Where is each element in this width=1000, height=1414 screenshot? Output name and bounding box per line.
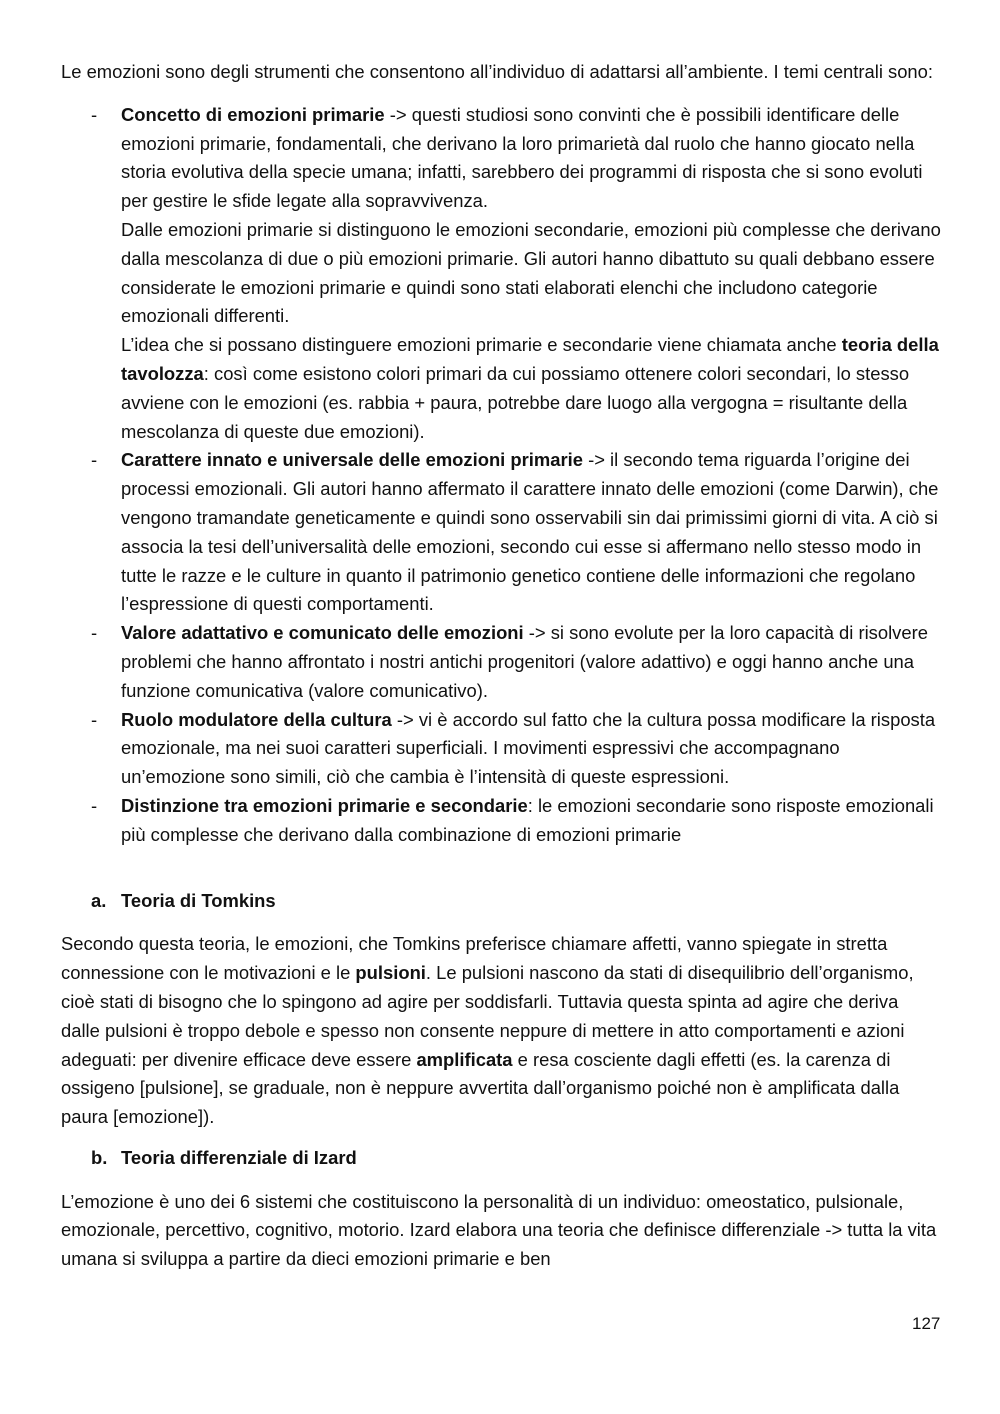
list-item-paragraph: L’idea che si possano distinguere emozioni primarie e secondarie viene chiamata anche teoria della tavolozza: così come esistono colori primari da cui possiamo ottenere colori secondari, lo stesso avviene con le emozioni (es. rabbia + paura, potrebbe dare luogo alla vergogna = risultante della mescolanza di queste due emozioni). <box>121 334 939 442</box>
list-dash: - <box>91 449 98 471</box>
list-item <box>61 446 941 619</box>
tomkins-paragraph: Secondo questa teoria, le emozioni, che Tomkins preferisce chiamare affetti, vanno spiegate in stretta connessione con le motivazioni e le pulsioni. Le pulsioni nascono da stati di disequilibrio dell’organismo, cioè stati di bisogno che lo spingono ad agire per soddisfarli. Tuttavia questa spinta ad agire che deriva dalle pulsioni è troppo debole e spesso non consente neppure di mettere in atto comportamenti e azioni adeguati: per divenire efficace deve essere amplificata e resa cosciente dagli effetti (es. la carenza di ossigeno [pulsione], se graduale, non è neppure avvertita dall’organismo poiché non è amplificata dalla paura [emozione]). <box>61 933 914 1128</box>
section-title: Teoria di Tomkins <box>121 889 276 911</box>
bold-term: pulsioni <box>355 962 426 984</box>
list-item-title: Ruolo modulatore della cultura <box>121 708 392 730</box>
list-item-paragraph: Ruolo modulatore della cultura -> vi è accordo sul fatto che la cultura possa modificare la risposta emozionale, ma nei suoi caratteri superficiali. I movimenti espressivi che accompagnano un’emozione sono simili, ciò che cambia è l’intensità di queste espressioni. <box>121 708 936 788</box>
list-dash: - <box>91 794 98 816</box>
list-dash: - <box>91 708 98 730</box>
section-title: Teoria differenziale di Izard <box>121 1146 357 1168</box>
section-heading-izard <box>61 1144 941 1173</box>
list-item-title: Valore adattativo e comunicato delle emozioni <box>121 622 524 644</box>
list-item <box>61 101 941 447</box>
bold-term: teoria della tavolozza <box>121 334 939 384</box>
list-item <box>61 792 941 850</box>
list-item-paragraph: Carattere innato e universale delle emozioni primarie -> il secondo tema riguarda l’origine dei processi emozionali. Gli autori hanno affermato il carattere innato delle emozioni (come Darwin), che vengono tramandate geneticamente e quindi sono osservabili sin dai primissimi giorni di vita. A ciò si associa la tesi dell’universalità delle emozioni, secondo cui esse si affermano nello stesso modo in tutte le razze e le culture in quanto il patrimonio genetico contiene delle informazioni che regolano l’espressione di questi comportamenti. <box>121 449 939 615</box>
list-item-paragraph: Distinzione tra emozioni primarie e secondarie: le emozioni secondarie sono risposte emozionali più complesse che derivano dalla combinazione di emozioni primarie <box>121 794 934 845</box>
section-heading-tomkins <box>61 887 941 916</box>
section-letter: a. <box>91 889 107 911</box>
page-number: 127 <box>912 1314 941 1333</box>
list-dash: - <box>91 622 98 644</box>
list-item-title: Distinzione tra emozioni primarie e secondarie <box>121 794 528 816</box>
list-item-paragraph: Concetto di emozioni primarie -> questi studiosi sono convinti che è possibili identificare delle emozioni primarie, fondamentali, che derivano la loro primarietà dal ruolo che hanno giocato nella storia evolutiva della specie umana; infatti, sarebbero dei programmi di risposta che si sono evoluti per gestire le sfide legate alla sopravvivenza. <box>121 103 923 212</box>
list-item-title: Concetto di emozioni primarie <box>121 103 385 125</box>
central-themes-list <box>61 101 941 850</box>
bold-term: amplificata <box>416 1048 513 1070</box>
document-page <box>61 58 941 1274</box>
list-item-paragraph: Dalle emozioni primarie si distinguono le emozioni secondarie, emozioni più complesse che derivano dalla mescolanza di due o più emozioni primarie. Gli autori hanno dibattuto su quali debbano essere considerate le emozioni primarie e quindi sono stati elaborati elenchi che includono categorie emozionali differenti. <box>121 218 941 327</box>
list-item-title: Carattere innato e universale delle emozioni primarie <box>121 449 583 471</box>
section-letter: b. <box>91 1146 108 1168</box>
intro-paragraph: Le emozioni sono degli strumenti che consentono all’individuo di adattarsi all’ambiente. I temi centrali sono: <box>61 61 934 82</box>
list-item <box>61 619 941 705</box>
izard-paragraph: L’emozione è uno dei 6 sistemi che costituiscono la personalità di un individuo: omeostatico, pulsionale, emozionale, percettivo, cognitivo, motorio. Izard elabora una teoria che definisce differenziale -> tutta la vita umana si sviluppa a partire da dieci emozioni primarie e ben <box>61 1190 937 1270</box>
list-dash: - <box>91 103 98 125</box>
list-item-paragraph: Valore adattativo e comunicato delle emozioni -> si sono evolute per la loro capacità di risolvere problemi che hanno affrontato i nostri antichi progenitori (valore adattivo) e oggi hanno anche una funzione comunicativa (valore comunicativo). <box>121 622 928 701</box>
list-item <box>61 706 941 792</box>
